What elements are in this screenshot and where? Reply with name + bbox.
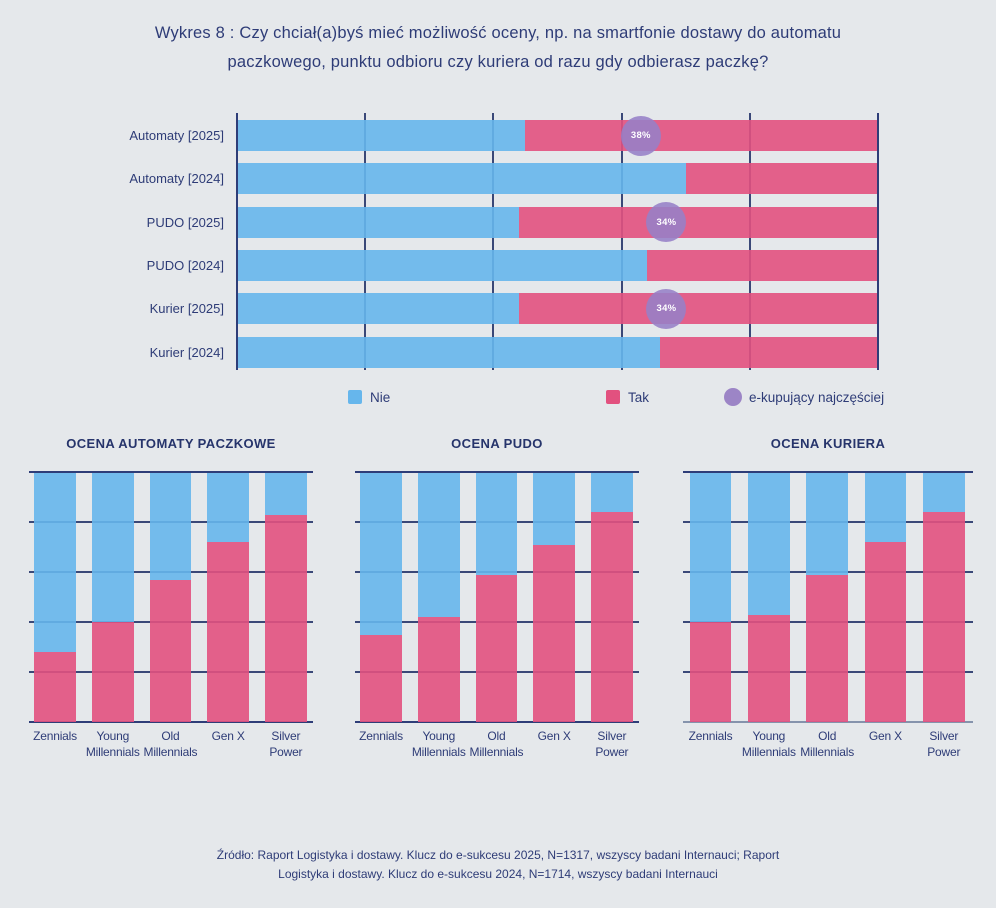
category-label — [359, 728, 403, 744]
category-label-line: Millennials — [741, 745, 796, 759]
category-label-line: Silver — [597, 729, 627, 743]
category-label-line: Gen X — [537, 729, 571, 743]
category-label — [144, 728, 198, 760]
x-gridline-60 — [621, 113, 623, 370]
stacked-bar-column — [34, 472, 76, 722]
bar-segment-nie — [237, 120, 525, 151]
mini-chart-kuriera-plot — [683, 472, 973, 722]
bar-segment-tak — [533, 545, 575, 723]
category-label-line: Zennials — [688, 729, 733, 743]
mini-chart-automaty-plot — [29, 472, 313, 722]
stacked-bar-row — [237, 293, 878, 324]
nie-swatch-icon — [348, 390, 362, 404]
stacked-bar-column — [865, 472, 907, 722]
category-label-line: Silver — [929, 729, 959, 743]
bar-segment-tak — [360, 635, 402, 723]
category-label-line: Millennials — [143, 745, 198, 759]
bar-segment-nie — [690, 472, 732, 622]
stacked-bar-column — [690, 472, 732, 722]
bar-segment-tak — [150, 580, 192, 723]
bar-segment-nie — [923, 472, 965, 512]
source-note-line2: Logistyka i dostawy. Klucz do e-sukcesu 2024, N=1714, wszyscy badani Internauci — [278, 867, 718, 881]
bar-segment-tak — [660, 337, 878, 368]
x-gridline-40 — [492, 113, 494, 370]
bar-segment-nie — [533, 472, 575, 545]
bar-segment-tak — [748, 615, 790, 723]
legend-label-ekupujacy: e-kupujący najczęściej — [749, 389, 885, 405]
bar-segment-nie — [237, 207, 519, 238]
category-label-line: Gen X — [868, 729, 902, 743]
bar-segment-tak — [591, 512, 633, 722]
category-label-line: Gen X — [211, 729, 245, 743]
category-label-line: Old — [818, 729, 837, 743]
bar-segment-nie — [476, 472, 518, 575]
category-label-line: Millennials — [800, 745, 855, 759]
category-label-line: Young — [422, 729, 456, 743]
y-gridline-0 — [355, 471, 639, 473]
legend-item-ekupujacy — [724, 388, 884, 406]
bar-segment-tak — [418, 617, 460, 722]
ekupujacy-bubble: 38% — [621, 116, 661, 156]
category-label — [742, 728, 796, 760]
stacked-bar-column — [92, 472, 134, 722]
stacked-bar-column — [476, 472, 518, 722]
bar-segment-nie — [237, 163, 686, 194]
bar-segment-nie — [92, 472, 134, 622]
row-label: Kurier [2024] — [149, 344, 224, 360]
stacked-bar-column — [591, 472, 633, 722]
bar-segment-nie — [806, 472, 848, 575]
category-label — [595, 728, 628, 760]
stacked-bar-column — [360, 472, 402, 722]
stacked-bar-column — [150, 472, 192, 722]
category-label-line: Power — [269, 745, 303, 759]
legend — [0, 388, 996, 408]
mini-chart-kuriera-title: OCENA KURIERA — [770, 436, 886, 451]
mini-chart-kuriera-labels — [683, 728, 973, 768]
tak-swatch-icon — [606, 390, 620, 404]
source-note — [0, 846, 996, 884]
category-label — [412, 728, 466, 760]
bar-segment-tak — [519, 207, 878, 238]
bar-segment-tak — [923, 512, 965, 722]
bar-segment-nie — [360, 472, 402, 635]
bar-segment-tak — [525, 120, 878, 151]
chart-title — [0, 19, 996, 77]
mini-chart-automaty-labels — [29, 728, 313, 768]
stacked-bar-row — [237, 120, 878, 151]
legend-label-tak: Tak — [628, 389, 650, 405]
legend-label-nie: Nie — [370, 389, 391, 405]
main-chart-plot — [237, 113, 878, 370]
bar-segment-tak — [647, 250, 878, 281]
stacked-bar-row — [237, 250, 878, 281]
chart-title-line2: paczkowego, punktu odbioru czy kuriera od razu gdy odbierasz paczkę? — [227, 53, 769, 71]
bar-segment-tak — [865, 542, 907, 722]
stacked-bar-row — [237, 163, 878, 194]
mini-chart-pudo-title: OCENA PUDO — [451, 436, 543, 451]
bar-segment-tak — [806, 575, 848, 723]
category-label — [927, 728, 960, 760]
category-label — [800, 728, 854, 760]
ekupujacy-bubble: 34% — [646, 202, 686, 242]
category-label-line: Millennials — [85, 745, 140, 759]
y-gridline-0 — [29, 471, 313, 473]
bar-segment-nie — [237, 250, 647, 281]
bar-segment-tak — [34, 652, 76, 722]
category-label — [269, 728, 302, 760]
bar-segment-nie — [418, 472, 460, 617]
category-label — [86, 728, 140, 760]
stacked-bar-column — [806, 472, 848, 722]
ekupujacy-bubble: 34% — [646, 289, 686, 329]
bar-segment-tak — [92, 622, 134, 722]
category-label-line: Silver — [271, 729, 301, 743]
bar-segment-nie — [150, 472, 192, 580]
bar-segment-tak — [476, 575, 518, 723]
category-label-line: Power — [927, 745, 961, 759]
category-label — [869, 728, 902, 744]
row-label: Automaty [2024] — [129, 171, 224, 187]
bar-segment-tak — [519, 293, 878, 324]
category-label — [538, 728, 571, 744]
bar-segment-tak — [690, 622, 732, 722]
category-label-line: Young — [752, 729, 786, 743]
stacked-bar-column — [923, 472, 965, 722]
category-label-line: Power — [595, 745, 629, 759]
mini-chart-pudo-labels — [355, 728, 639, 768]
x-gridline-20 — [364, 113, 366, 370]
bar-segment-nie — [748, 472, 790, 615]
row-label: PUDO [2024] — [146, 257, 224, 273]
ekupujacy-dot-icon — [724, 388, 742, 406]
stacked-bar-row — [237, 337, 878, 368]
bar-segment-tak — [207, 542, 249, 722]
bar-segment-tak — [686, 163, 878, 194]
bar-segment-nie — [34, 472, 76, 652]
category-label — [212, 728, 245, 744]
category-label-line: Zennials — [33, 729, 77, 743]
stacked-bar-column — [748, 472, 790, 722]
mini-chart-pudo-plot — [355, 472, 639, 722]
x-gridline-100 — [877, 113, 879, 370]
stacked-bar-column — [207, 472, 249, 722]
stacked-bar-row — [237, 207, 878, 238]
category-label-line: Millennials — [411, 745, 466, 759]
row-label: Automaty [2025] — [129, 128, 224, 143]
bar-segment-nie — [865, 472, 907, 542]
source-note-line1: Źródło: Raport Logistyka i dostawy. Klucz do e-sukcesu 2025, N=1317, wszyscy badani Internauci; Raport — [216, 848, 780, 862]
x-gridline-0 — [236, 113, 238, 370]
x-gridline-80 — [749, 113, 751, 370]
category-label-line: Old — [487, 729, 506, 743]
bar-segment-nie — [237, 293, 519, 324]
stacked-bar-column — [265, 472, 307, 722]
y-gridline-0 — [683, 471, 973, 473]
mini-chart-automaty-title: OCENA AUTOMATY PACZKOWE — [66, 436, 276, 451]
category-label — [33, 728, 77, 744]
category-label-line: Old — [161, 729, 180, 743]
chart-title-line1: Wykres 8 : Czy chciał(a)byś mieć możliwość oceny, np. na smartfonie dostawy do automatu — [154, 24, 842, 42]
legend-item-nie — [348, 388, 390, 406]
category-label-line: Millennials — [469, 745, 524, 759]
category-label — [470, 728, 524, 760]
bar-segment-nie — [237, 337, 660, 368]
row-label: PUDO [2025] — [146, 214, 224, 230]
bar-segment-tak — [265, 515, 307, 723]
category-label-line: Young — [96, 729, 130, 743]
main-chart-category-labels — [0, 113, 224, 370]
bar-segment-nie — [207, 472, 249, 542]
bar-segment-nie — [591, 472, 633, 512]
row-label: Kurier [2025] — [149, 301, 224, 317]
legend-item-tak — [606, 388, 649, 406]
category-label — [689, 728, 733, 744]
stacked-bar-column — [418, 472, 460, 722]
bar-segment-nie — [265, 472, 307, 515]
category-label-line: Zennials — [359, 729, 403, 743]
stacked-bar-column — [533, 472, 575, 722]
